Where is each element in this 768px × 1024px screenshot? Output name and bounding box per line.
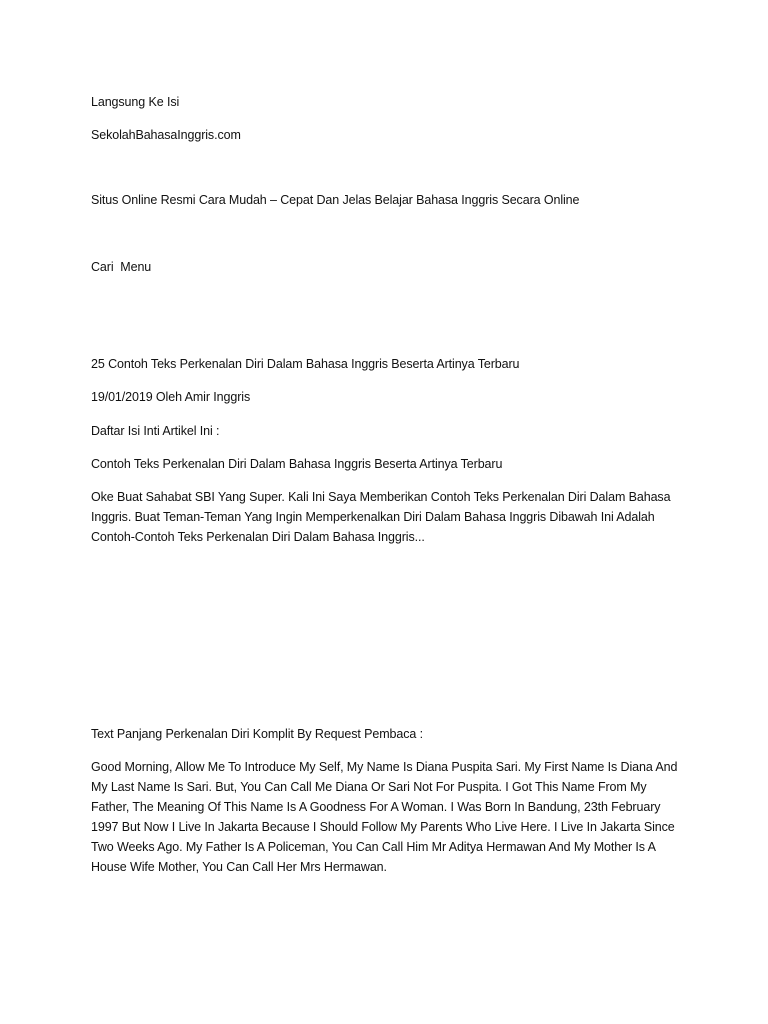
toc-heading: Daftar Isi Inti Artikel Ini : [91,424,220,438]
nav-bar [91,257,681,277]
skip-to-content-link[interactable]: Langsung Ke Isi [91,95,180,109]
site-name-link[interactable]: SekolahBahasaInggris.com [91,128,241,142]
article-title: 25 Contoh Teks Perkenalan Diri Dalam Bahasa Inggris Beserta Artinya Terbaru [91,357,520,371]
site-tagline: Situs Online Resmi Cara Mudah – Cepat Dan Jelas Belajar Bahasa Inggris Secara Online [91,193,580,207]
section-heading: Text Panjang Perkenalan Diri Komplit By Request Pembaca : [91,727,423,741]
menu-link[interactable]: Menu [120,260,152,274]
toc-item-link[interactable]: Contoh Teks Perkenalan Diri Dalam Bahasa Inggris Beserta Artinya Terbaru [91,457,503,471]
intro-paragraph: Oke Buat Sahabat SBI Yang Super. Kali Ini Saya Memberikan Contoh Teks Perkenalan Diri Dalam Bahasa Inggris. Buat Teman-Teman Yang Ingin Memperkenalkan Diri Dalam Bahasa Inggris Dibawah Ini Adalah Contoh-Contoh Teks Perkenalan Diri Dalam Bahasa Inggris... [91,490,671,544]
section-paragraph: Good Morning, Allow Me To Introduce My Self, My Name Is Diana Puspita Sari. My First Name Is Diana And My Last Name Is Sari. But, You Can Call Me Diana Or Sari Not For Puspita. I Got This Name From My Father, The Meaning Of This Name Is A Goodness For A Woman. I Was Born In Bandung, 23th February 1997 But Now I Live In Jakarta Because I Should Follow My Parents Who Live Here. I Live In Jakarta Since Two Weeks Ago. My Father Is A Policeman, You Can Call Him Mr Aditya Hermawan And My Mother Is A House Wife Mother, You Can Call Her Mrs Hermawan. [91,760,678,874]
search-link[interactable]: Cari [91,260,114,274]
article-meta: 19/01/2019 Oleh Amir Inggris [91,390,251,404]
